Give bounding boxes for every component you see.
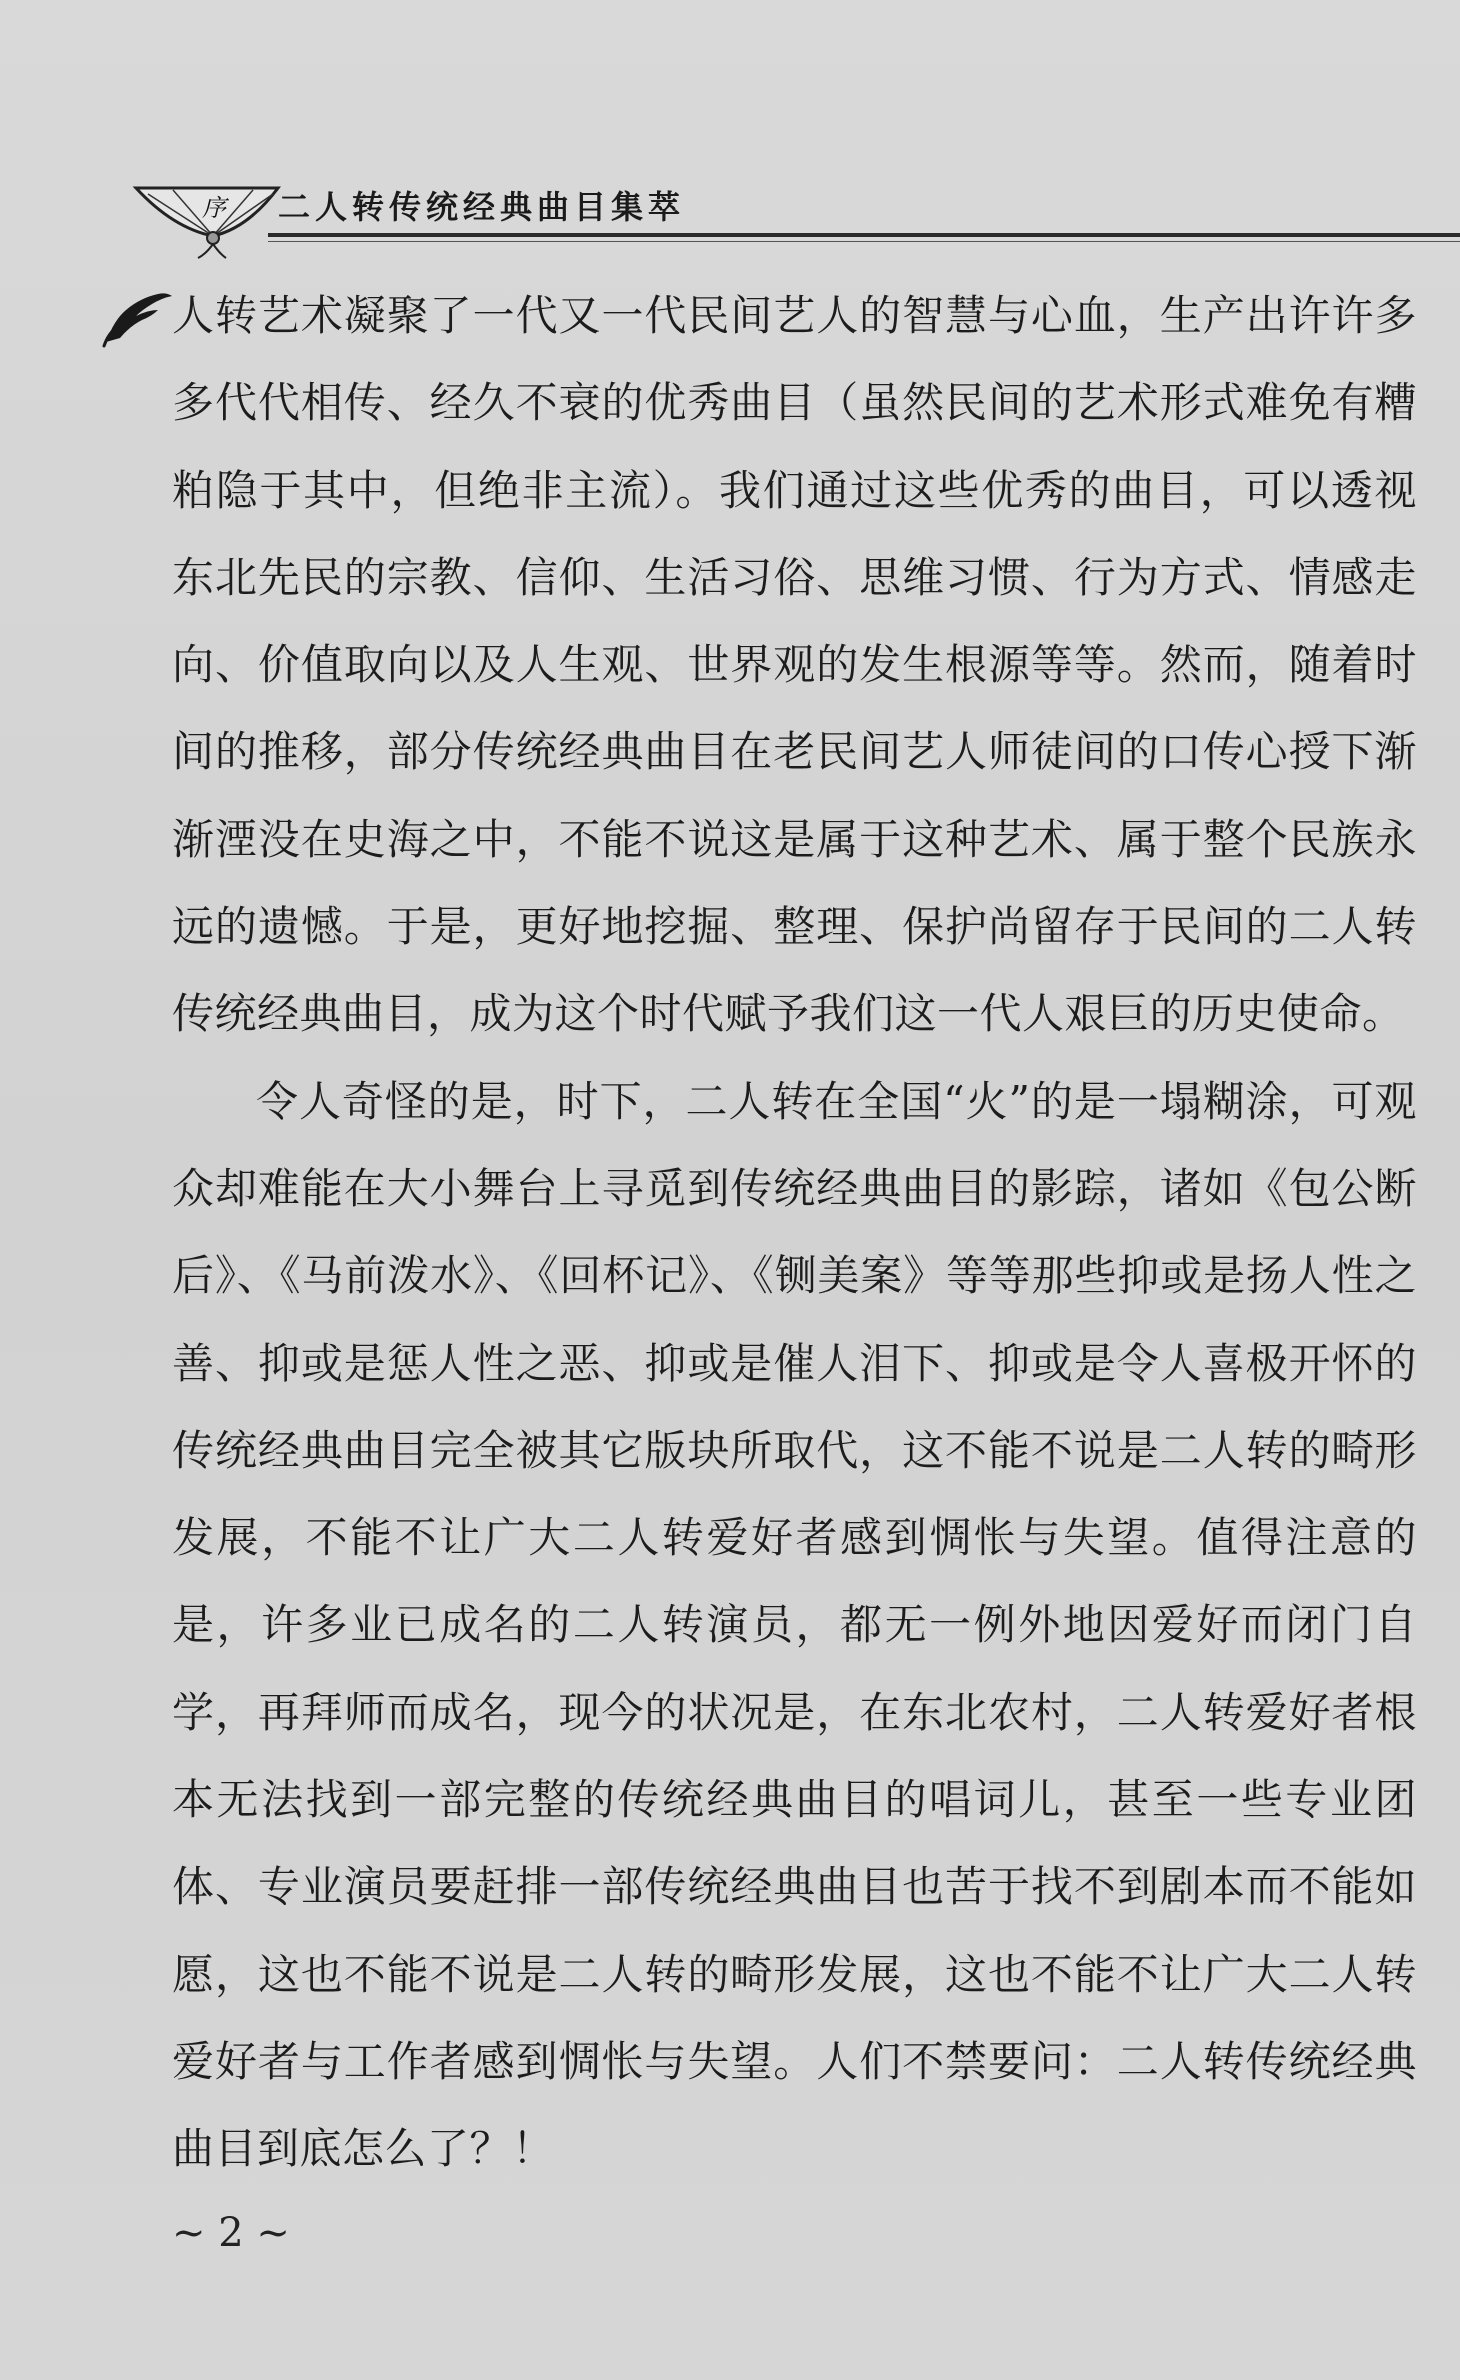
paragraph-2: 令人奇怪的是，时下，二人转在全国“火”的是一塌糊涂，可观众却难能在大小舞台上寻觅到传统经典曲目的影踪，诸如《包公断后》、《马前泼水》、《回杯记》、《铡美案》等等那些抑或是扬人性之善、抑或是惩人性之恶、抑或是催人泪下、抑或是令人喜极开怀的传统经典曲目完全被其它版块所取代，这不能不说是二人转的畸形发展，不能不让广大二人转爱好者感到惆怅与失望。值得注意的是，许多业已成名的二人转演员，都无一例外地因爱好而闭门自学，再拜师而成名，现今的状况是，在东北农村，二人转爱好者根本无法找到一部完整的传统经典曲目的唱词儿，甚至一些专业团体、专业演员要赶排一部传统经典曲目也苦于找不到剧本而不能如愿，这也不能不说是二人转的畸形发展，这也不能不让广大二人转爱好者与工作者感到惆怅与失望。人们不禁要问：二人转传统经典曲目到底怎么了？！	[172, 1076, 1417, 2174]
brush-ornament-icon	[96, 280, 176, 350]
header-rule	[268, 233, 1460, 237]
header-rule-thin	[268, 241, 1460, 242]
page-header	[128, 150, 1418, 260]
paragraph-1: 人转艺术凝聚了一代又一代民间艺人的智慧与心血，生产出许许多多代代相传、经久不衰的优秀曲目（虽然民间的艺术形式难免有糟粕隐于其中，但绝非主流）。我们通过这些优秀的曲目，可以透视东北先民的宗教、信仰、生活习俗、思维习惯、行为方式、情感走向、价值取向以及人生观、世界观的发生根源等等。然而，随着时间的推移，部分传统经典曲目在老民间艺人师徒间的口传心授下渐渐湮没在史海之中，不能不说这是属于这种艺术、属于整个民族永远的遗憾。于是，更好地挖掘、整理、保护尚留存于民间的二人转传统经典曲目，成为这个时代赋予我们这一代人艰巨的历史使命。	[172, 291, 1417, 1039]
running-title: 二人转传统经典曲目集萃	[278, 188, 686, 226]
page-number: ~ 2 ~	[172, 2210, 290, 2256]
fan-char: 序	[202, 194, 226, 222]
body-text	[172, 272, 1417, 2193]
folding-fan-icon	[128, 150, 288, 260]
